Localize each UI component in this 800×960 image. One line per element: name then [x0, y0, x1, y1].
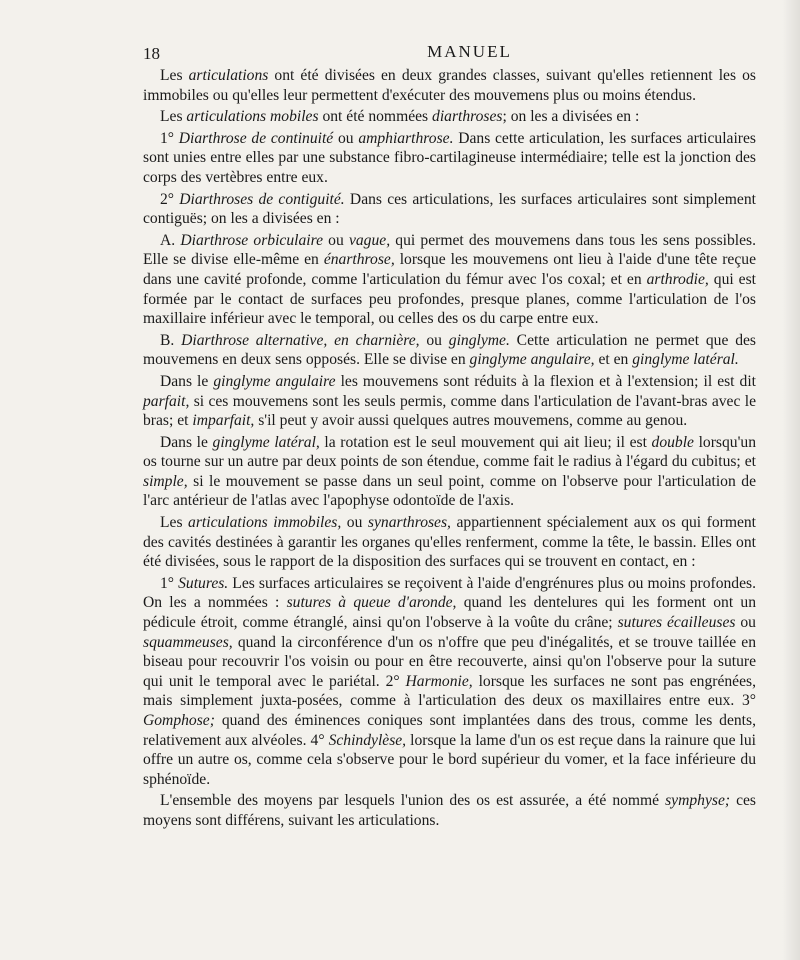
text-run: Les [160, 67, 189, 84]
italic-term: vague, [348, 231, 391, 249]
italic-term: amphiarthrose. [358, 129, 454, 147]
text-run: qui permet des mouvemens dans tous les sens possibles. Elle se divise elle-même en [143, 231, 756, 269]
text-run: lorsque les mouvemens ont lieu à l'aide d'une tête reçue dans une cavité profonde, comme l'articulation du fémur avec l'os coxal; et en [143, 251, 756, 288]
italic-term: ginglyme latéral, [212, 433, 320, 451]
paragraph-symphyse [143, 791, 756, 830]
page-header [143, 40, 756, 66]
italic-term: ginglyme. [448, 331, 510, 349]
paragraph-ginglyme-lateral [143, 433, 756, 511]
italic-term: diarthroses [432, 108, 503, 126]
paragraph-ginglyme-angulaire [143, 372, 756, 431]
text-run: quand la circonférence d'un os n'offre que peu d'inégalités, et se trouve taillée en biseau pour recouvrir l'os voisin ou pour en être recouverte, ainsi qu'on l'observe pour la suture qui unit le temporal avec le pariétal. 2° [143, 633, 756, 690]
text-run: ou [341, 514, 368, 532]
text-run: Cette articulation ne permet que des mouvemens en deux sens opposés. Elle se divise en [143, 331, 756, 369]
text-run: si ces mouvemens sont les seuls permis, comme dans l'articulation de l'avant-bras avec le bras; et [143, 392, 756, 430]
italic-term: Sutures. [178, 574, 229, 592]
text-run: Les surfaces articulaires se reçoivent à l'aide d'engrénures plus ou moins profondes. On les a nommées : [143, 574, 756, 612]
italic-term: ginglyme angulaire [213, 372, 336, 390]
italic-term: articulations [188, 67, 269, 84]
text-run: 1° [160, 129, 179, 147]
text-run: lorsque les surfaces ne sont pas engrénées, mais simplement juxta-posées, comme à l'articulation des deux os maxillaires entre eux. 3° [143, 672, 756, 710]
text-run: Dans le [160, 372, 214, 390]
page-edge-shadow [782, 0, 800, 960]
paragraph-articulations-mobiles [143, 107, 756, 127]
text-run: si le mouvement se passe dans un seul point, comme on l'observe pour l'articulation de l'arc antérieur de l'atlas avec l'apophyse odontoïde de l'axis. [143, 472, 756, 510]
paragraph-articulations-immobiles [143, 513, 756, 572]
text-run: et en [594, 351, 633, 369]
body-text [143, 66, 756, 831]
italic-term: arthrodie, [646, 270, 709, 288]
italic-term: imparfait, [192, 412, 255, 430]
text-run: ou [735, 614, 756, 632]
paragraph-diarthrose-alternative [143, 331, 756, 370]
text-run: L'ensemble des moyens par lesquels l'union des os est assurée, a été nommé [160, 792, 666, 810]
italic-term: symphyse; [665, 792, 731, 810]
text-run: Les [160, 108, 187, 126]
italic-term: articulations mobiles [186, 108, 319, 126]
text-run: appartiennent spécialement aux os qui forment des cavités destinées à garantir les organes qu'elles renferment, comme la tête, le bassin. Elles ont été divisées, sous le rapport de la disposition des surfaces qui se trouvent en contact, en : [143, 514, 756, 571]
text-run: 1° [160, 574, 179, 592]
text-run: 2° [160, 190, 180, 208]
italic-term: sutures écailleuses [617, 614, 736, 632]
italic-term: Diarthrose alternative, en charnière, [181, 331, 420, 349]
italic-term: énarthrose, [323, 251, 395, 269]
text-run: lorsque la lame d'un os est reçue dans la rainure que lui offre un autre os, comme cela s'observe pour le bord supérieur du vomer, et la face inférieure du sphénoïde. [143, 731, 756, 788]
text-run: Dans ces articulations, les surfaces articulaires sont simplement contiguës; on les a divisées en : [143, 190, 756, 228]
paragraph-diarthroses-contiguite [143, 190, 756, 229]
paragraph-diarthrose-continuite [143, 129, 756, 188]
text-run: Les [160, 514, 189, 532]
italic-term: articulations immobiles, [188, 514, 342, 532]
italic-term: simple, [143, 472, 188, 490]
text-run: ont été divisées en deux grandes classes, suivant qu'elles retiennent les os immobiles ou qu'elles leur permettent d'exécuter des mouvemens plus ou moins étendus. [143, 67, 756, 104]
italic-term: ginglyme latéral. [632, 351, 739, 369]
italic-term: Diarthrose de continuité [178, 129, 334, 147]
italic-term: double [651, 433, 694, 451]
italic-term: Harmonie, [405, 672, 473, 690]
text-run: ces moyens sont différens, suivant les articulations. [143, 792, 756, 829]
text-run: ou [323, 231, 349, 249]
italic-term: synarthroses, [367, 514, 451, 532]
page-number: 18 [143, 44, 160, 63]
italic-term: parfait, [143, 392, 190, 410]
text-run: qui est formée par le contact de surfaces peu profondes, presque planes, comme l'articulation de l'os maxillaire inférieur avec le temporal, ou celles des os du carpe entre eux. [143, 270, 756, 328]
text-run: B. [160, 331, 182, 349]
text-run: Dans le [160, 433, 213, 451]
text-run: quand des éminences coniques sont implantées dans des trous, comme les dents, relativement aux alvéoles. 4° [143, 712, 756, 749]
text-run: A. [160, 231, 181, 249]
italic-term: Diarthroses de contiguité. [179, 190, 345, 208]
text-run: la rotation est le seul mouvement qui ait lieu; il est [319, 433, 652, 451]
paragraph-sutures [143, 574, 756, 790]
text-run: ont été nommées [318, 108, 433, 126]
text-run: les mouvemens sont réduits à la flexion et à l'extension; il est dit [335, 372, 756, 390]
paragraph-diarthrose-orbiculaire [143, 231, 756, 329]
paragraph-articulations-classes [143, 66, 756, 105]
running-title: MANUEL [427, 42, 512, 61]
text-run: ; on les a divisées en : [502, 108, 640, 126]
text-run: Dans cette articulation, les surfaces articulaires sont unies entre elles par une substance fibro-cartilagineuse intermédiaire; telle est la jonction des corps des vertèbres entre eux. [143, 129, 756, 186]
text-run: lorsqu'un os tourne sur un autre par deux points de son étendue, comme fait le radius à l'égard du cubitus; et [143, 433, 756, 471]
text-run: ou [333, 129, 359, 147]
italic-term: Gomphose; [143, 712, 215, 729]
italic-term: ginglyme angulaire, [469, 351, 595, 369]
text-run: quand les dentelures qui les forment ont un pédicule étroit, comme étranglé, ainsi qu'on l'observe à la voûte du crâne; [143, 594, 757, 632]
text-run: ou [419, 331, 449, 349]
italic-term: squammeuses, [143, 633, 233, 651]
italic-term: Diarthrose orbiculaire [180, 231, 323, 249]
text-run: s'il peut y avoir aussi quelques autres mouvemens, comme au genou. [254, 412, 688, 430]
italic-term: sutures à queue d'aronde, [286, 594, 457, 612]
italic-term: Schindylèse, [328, 731, 407, 749]
